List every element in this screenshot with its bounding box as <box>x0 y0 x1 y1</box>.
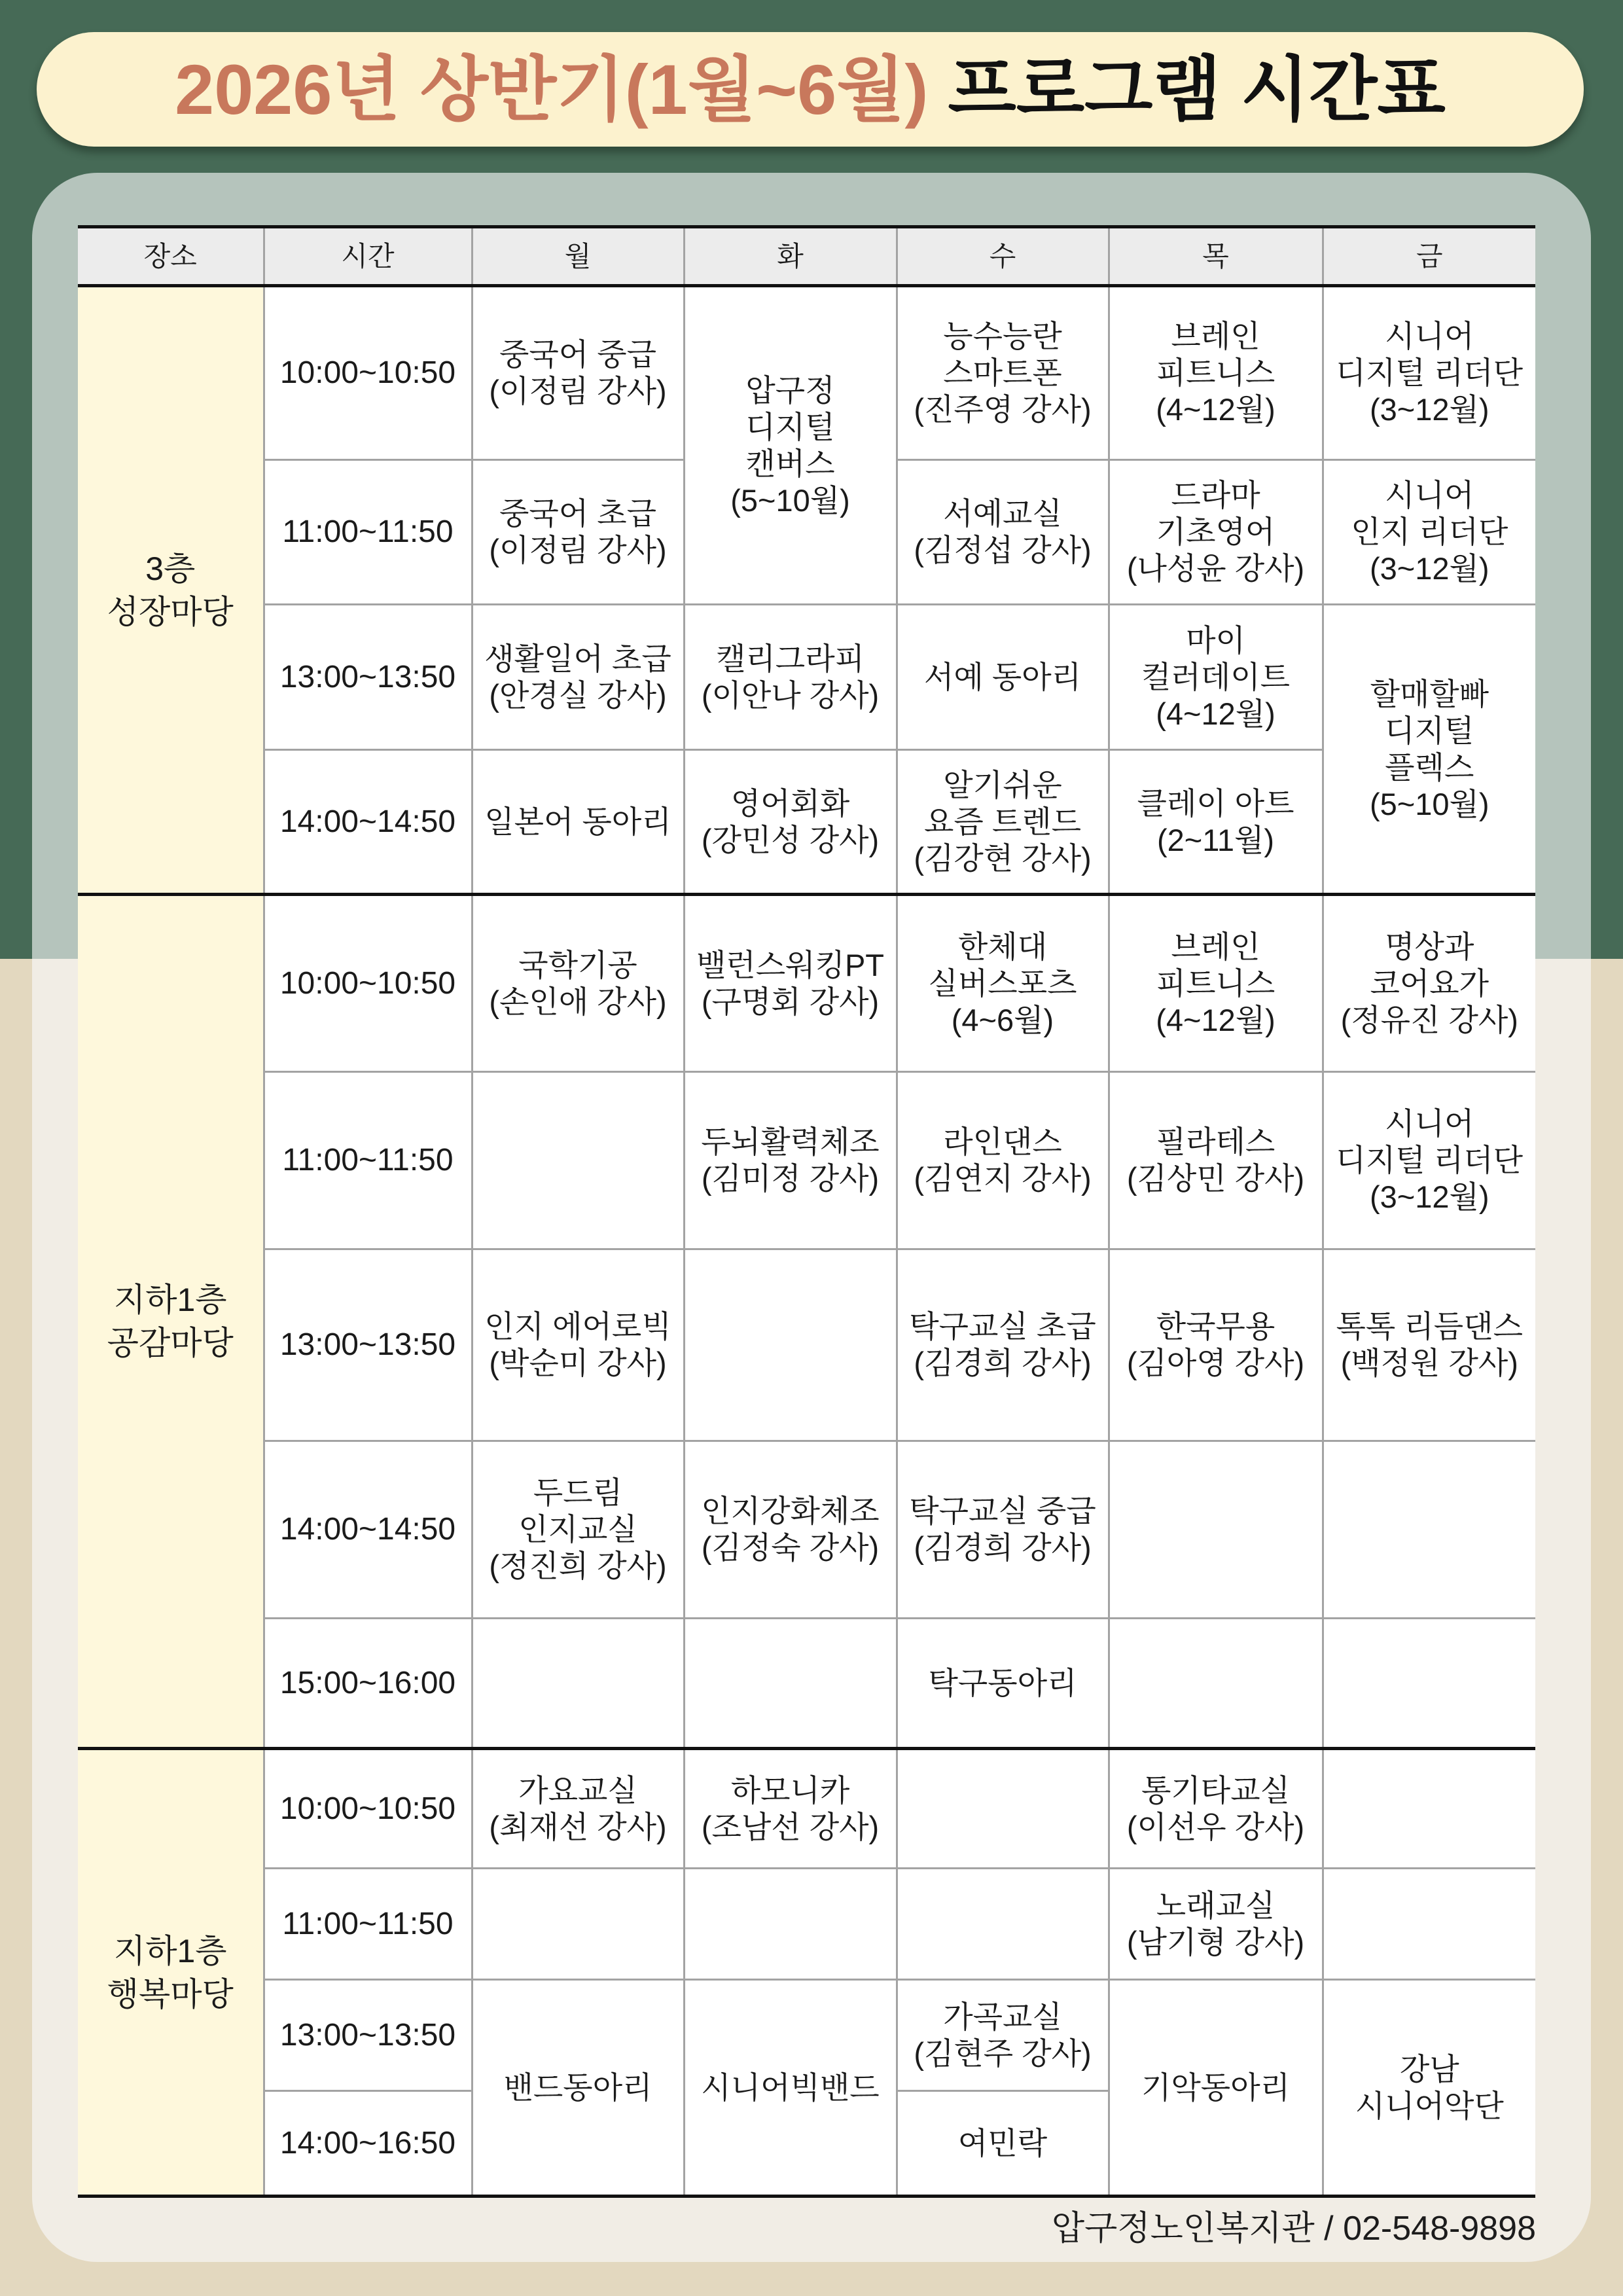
program-cell-mon: 생활일어 초급 (안경실 강사) <box>472 605 684 750</box>
time-cell: 13:00~13:50 <box>264 1249 472 1441</box>
program-cell-tue: 두뇌활력체조 (김미정 강사) <box>684 1072 897 1249</box>
program-cell-fri: 명상과 코어요가 (정유진 강사) <box>1323 895 1535 1072</box>
program-cell-wed: 탁구교실 초급 (김경희 강사) <box>897 1249 1109 1441</box>
program-cell-fri: 시니어 디지털 리더단 (3~12월) <box>1323 286 1535 460</box>
empty-cell <box>684 1619 897 1749</box>
program-cell-thu: 클레이 아트 (2~11월) <box>1109 750 1323 895</box>
program-cell-wed: 능수능란 스마트폰 (진주영 강사) <box>897 286 1109 460</box>
empty-cell <box>1109 1441 1323 1619</box>
program-cell-tue: 하모니카 (조남선 강사) <box>684 1749 897 1869</box>
program-cell-thu: 브레인 피트니스 (4~12월) <box>1109 286 1323 460</box>
program-cell-thu: 통기타교실 (이선우 강사) <box>1109 1749 1323 1869</box>
time-cell: 11:00~11:50 <box>264 1869 472 1980</box>
program-cell-fri: 시니어 인지 리더단 (3~12월) <box>1323 460 1535 605</box>
program-cell-tue: 시니어빅밴드 <box>684 1980 897 2197</box>
program-cell-tue: 캘리그라피 (이안나 강사) <box>684 605 897 750</box>
time-cell: 10:00~10:50 <box>264 1749 472 1869</box>
program-cell-wed: 탁구교실 중급 (김경희 강사) <box>897 1441 1109 1619</box>
program-cell-wed: 가곡교실 (김현주 강사) <box>897 1980 1109 2091</box>
timetable-body <box>78 286 1535 2197</box>
empty-cell <box>1323 1869 1535 1980</box>
time-cell: 14:00~14:50 <box>264 1441 472 1619</box>
program-cell-fri: 시니어 디지털 리더단 (3~12월) <box>1323 1072 1535 1249</box>
schedule-row <box>78 1619 1535 1749</box>
program-cell-wed: 서예교실 (김정섭 강사) <box>897 460 1109 605</box>
program-cell-tue: 밸런스워킹PT (구명회 강사) <box>684 895 897 1072</box>
schedule-row <box>78 895 1535 1072</box>
header-mon: 월 <box>472 227 684 286</box>
header-thu: 목 <box>1109 227 1323 286</box>
program-cell-thu: 노래교실 (남기형 강사) <box>1109 1869 1323 1980</box>
empty-cell <box>684 1869 897 1980</box>
empty-cell <box>684 1249 897 1441</box>
time-cell: 10:00~10:50 <box>264 286 472 460</box>
timetable <box>78 225 1535 2198</box>
program-cell-tue: 압구정 디지털 캔버스 (5~10월) <box>684 286 897 605</box>
header-time: 시간 <box>264 227 472 286</box>
program-cell-wed: 알기쉬운 요즘 트렌드 (김강현 강사) <box>897 750 1109 895</box>
schedule-row <box>78 1441 1535 1619</box>
time-cell: 14:00~14:50 <box>264 750 472 895</box>
time-cell: 13:00~13:50 <box>264 605 472 750</box>
title-banner <box>37 32 1584 147</box>
empty-cell <box>1109 1619 1323 1749</box>
program-cell-fri: 할매할빠 디지털 플렉스 (5~10월) <box>1323 605 1535 895</box>
header-tue: 화 <box>684 227 897 286</box>
place-cell: 지하1층 공감마당 <box>78 895 264 1749</box>
header-row <box>78 227 1535 286</box>
program-cell-wed: 서예 동아리 <box>897 605 1109 750</box>
schedule-row <box>78 1869 1535 1980</box>
program-cell-thu: 마이 컬러데이트 (4~12월) <box>1109 605 1323 750</box>
program-cell-mon: 두드림 인지교실 (정진희 강사) <box>472 1441 684 1619</box>
place-cell: 3층 성장마당 <box>78 286 264 895</box>
time-cell: 10:00~10:50 <box>264 895 472 1072</box>
header-wed: 수 <box>897 227 1109 286</box>
program-cell-mon: 국학기공 (손인애 강사) <box>472 895 684 1072</box>
place-cell: 지하1층 행복마당 <box>78 1749 264 2197</box>
program-cell-mon: 중국어 초급 (이정림 강사) <box>472 460 684 605</box>
program-cell-wed: 여민락 <box>897 2091 1109 2197</box>
program-cell-wed: 탁구동아리 <box>897 1619 1109 1749</box>
program-cell-mon: 중국어 중급 (이정림 강사) <box>472 286 684 460</box>
schedule-row <box>78 605 1535 750</box>
title-main: 프로그램 시간표 <box>948 49 1446 129</box>
program-cell-thu: 한국무용 (김아영 강사) <box>1109 1249 1323 1441</box>
time-cell: 11:00~11:50 <box>264 1072 472 1249</box>
program-cell-fri: 톡톡 리듬댄스 (백정원 강사) <box>1323 1249 1535 1441</box>
program-cell-mon: 가요교실 (최재선 강사) <box>472 1749 684 1869</box>
time-cell: 13:00~13:50 <box>264 1980 472 2091</box>
schedule-row <box>78 1980 1535 2091</box>
empty-cell <box>1323 1749 1535 1869</box>
time-cell: 11:00~11:50 <box>264 460 472 605</box>
program-cell-tue: 영어회화 (강민성 강사) <box>684 750 897 895</box>
program-cell-wed: 라인댄스 (김연지 강사) <box>897 1072 1109 1249</box>
schedule-row <box>78 1749 1535 1869</box>
footer-contact: 압구정노인복지관 / 02-548-9898 <box>1051 2210 1536 2248</box>
title-period: 2026년 상반기(1월~6월) <box>175 49 929 129</box>
header-place: 장소 <box>78 227 264 286</box>
program-cell-mon: 인지 에어로빅 (박순미 강사) <box>472 1249 684 1441</box>
page-title <box>175 49 1446 129</box>
empty-cell <box>897 1749 1109 1869</box>
header-fri: 금 <box>1323 227 1535 286</box>
schedule-row <box>78 286 1535 460</box>
schedule-row <box>78 1249 1535 1441</box>
schedule-row <box>78 1072 1535 1249</box>
time-cell: 15:00~16:00 <box>264 1619 472 1749</box>
program-cell-mon: 일본어 동아리 <box>472 750 684 895</box>
empty-cell <box>1323 1441 1535 1619</box>
program-cell-fri: 강남 시니어악단 <box>1323 1980 1535 2197</box>
program-cell-thu: 드라마 기초영어 (나성윤 강사) <box>1109 460 1323 605</box>
program-cell-wed: 한체대 실버스포츠 (4~6월) <box>897 895 1109 1072</box>
empty-cell <box>472 1072 684 1249</box>
timetable-header <box>78 227 1535 286</box>
schedule-row <box>78 750 1535 895</box>
time-cell: 14:00~16:50 <box>264 2091 472 2197</box>
empty-cell <box>1323 1619 1535 1749</box>
empty-cell <box>472 1619 684 1749</box>
program-cell-mon: 밴드동아리 <box>472 1980 684 2197</box>
program-cell-thu: 필라테스 (김상민 강사) <box>1109 1072 1323 1249</box>
empty-cell <box>472 1869 684 1980</box>
program-cell-tue: 인지강화체조 (김정숙 강사) <box>684 1441 897 1619</box>
program-cell-thu: 브레인 피트니스 (4~12월) <box>1109 895 1323 1072</box>
empty-cell <box>897 1869 1109 1980</box>
program-cell-thu: 기악동아리 <box>1109 1980 1323 2197</box>
